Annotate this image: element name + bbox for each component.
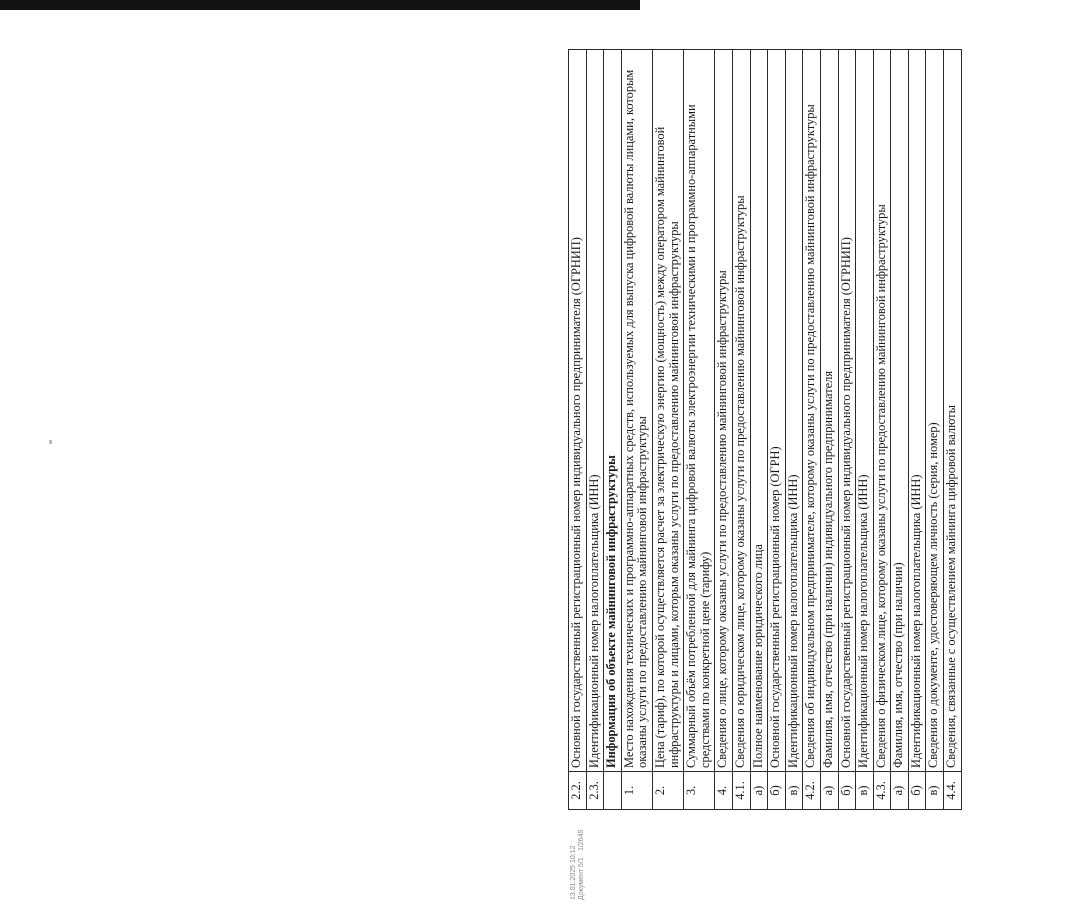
table-row (820, 50, 838, 810)
row-number: 4. (715, 772, 733, 810)
row-description: Сведения об индивидуальном предпринимателе, которому оказаны услуги по предоставлению майнинговой инфраструктуры (803, 50, 821, 772)
table-row (785, 50, 803, 810)
table-row (684, 50, 715, 810)
row-description: Сведения о физическом лице, которому оказаны услуги по предоставлению майнинговой инфраструктуры (873, 50, 891, 772)
table-row (569, 50, 587, 810)
table-row (604, 50, 622, 810)
row-description: Основной государственный регистрационный номер (ОГРН) (768, 50, 786, 772)
row-description: Идентификационный номер налогоплательщика (ИНН) (856, 50, 874, 772)
row-description: Основной государственный регистрационный номер индивидуального предпринимателя (ОГРНИП) (838, 50, 856, 772)
row-description: Полное наименование юридического лица (750, 50, 768, 772)
table-row (944, 50, 962, 810)
row-number (604, 772, 622, 810)
row-number: 4.3. (873, 772, 891, 810)
table-row (856, 50, 874, 810)
row-description: Сведения о юридическом лице, которому оказаны услуги по предоставлению майнинговой инфраструктуры (732, 50, 750, 772)
mining-infrastructure-table (568, 49, 962, 810)
table-body (569, 50, 962, 810)
table-row (652, 50, 683, 810)
stamp-line-1: 13.01.2025 10:12 (570, 845, 577, 900)
row-description: Основной государственный регистрационный номер индивидуального предпринимателя (ОГРНИП) (569, 50, 587, 772)
table-row (715, 50, 733, 810)
stamp-line-2: Документ 5/1 · 1/2645 (578, 829, 585, 900)
table-row (803, 50, 821, 810)
row-description: Фамилия, имя, отчество (при наличии) индивидуального предпринимателя (820, 50, 838, 772)
table-row (838, 50, 856, 810)
table-row (873, 50, 891, 810)
row-number: 4.2. (803, 772, 821, 810)
table-row (908, 50, 926, 810)
table-row (732, 50, 750, 810)
row-number: б) (838, 772, 856, 810)
row-number: 1. (621, 772, 652, 810)
table-row (750, 50, 768, 810)
document-stamp (570, 830, 586, 900)
row-number: 3. (684, 772, 715, 810)
row-number: в) (785, 772, 803, 810)
row-number: а) (891, 772, 909, 810)
row-description: Сведения, связанные с осуществлением майнинга цифровой валюты (944, 50, 962, 772)
row-number: в) (856, 772, 874, 810)
section-heading: Информация об объекте майнинговой инфраструктуры (604, 50, 622, 772)
row-description: Сведения о лице, которому оказаны услуги по предоставлению майнинговой инфраструктуры (715, 50, 733, 772)
row-number: б) (768, 772, 786, 810)
row-description: Идентификационный номер налогоплательщика (ИНН) (586, 50, 604, 772)
row-description: Идентификационный номер налогоплательщика (ИНН) (908, 50, 926, 772)
row-number: в) (926, 772, 944, 810)
rotated-table-wrapper (568, 50, 1072, 810)
table-row (621, 50, 652, 810)
row-description: Цена (тариф), по которой осуществляется расчет за электрическую энергию (мощность) между оператором майнинговой инфраструктуры и лицами, которым оказаны услуги по предоставлению майнинговой инфраструктуры (652, 50, 683, 772)
row-number: 4.1. (732, 772, 750, 810)
table-row (926, 50, 944, 810)
row-number: 2. (652, 772, 683, 810)
row-number: а) (820, 772, 838, 810)
row-description: Фамилия, имя, отчество (при наличии) (891, 50, 909, 772)
row-description: Сведения о документе, удостоверяющем личность (серия, номер) (926, 50, 944, 772)
row-number: 4.4. (944, 772, 962, 810)
row-description: Суммарный объём потребленной для майнинга цифровой валюты электроэнергии техническими и программно-аппаратными средствами по конкретной цене (тарифу) (684, 50, 715, 772)
row-description: Идентификационный номер налогоплательщика (ИНН) (785, 50, 803, 772)
table-row (768, 50, 786, 810)
row-number: 2.3. (586, 772, 604, 810)
row-description: Место нахождения технических и программно-аппаратных средств, используемых для выпуска цифровой валюты лицами, которым оказаны услуги по предоставлению майнинговой инфраструктуры (621, 50, 652, 772)
scan-speck (49, 440, 52, 444)
row-number: а) (750, 772, 768, 810)
row-number: б) (908, 772, 926, 810)
row-number: 2.2. (569, 772, 587, 810)
table-row (586, 50, 604, 810)
table-row (891, 50, 909, 810)
